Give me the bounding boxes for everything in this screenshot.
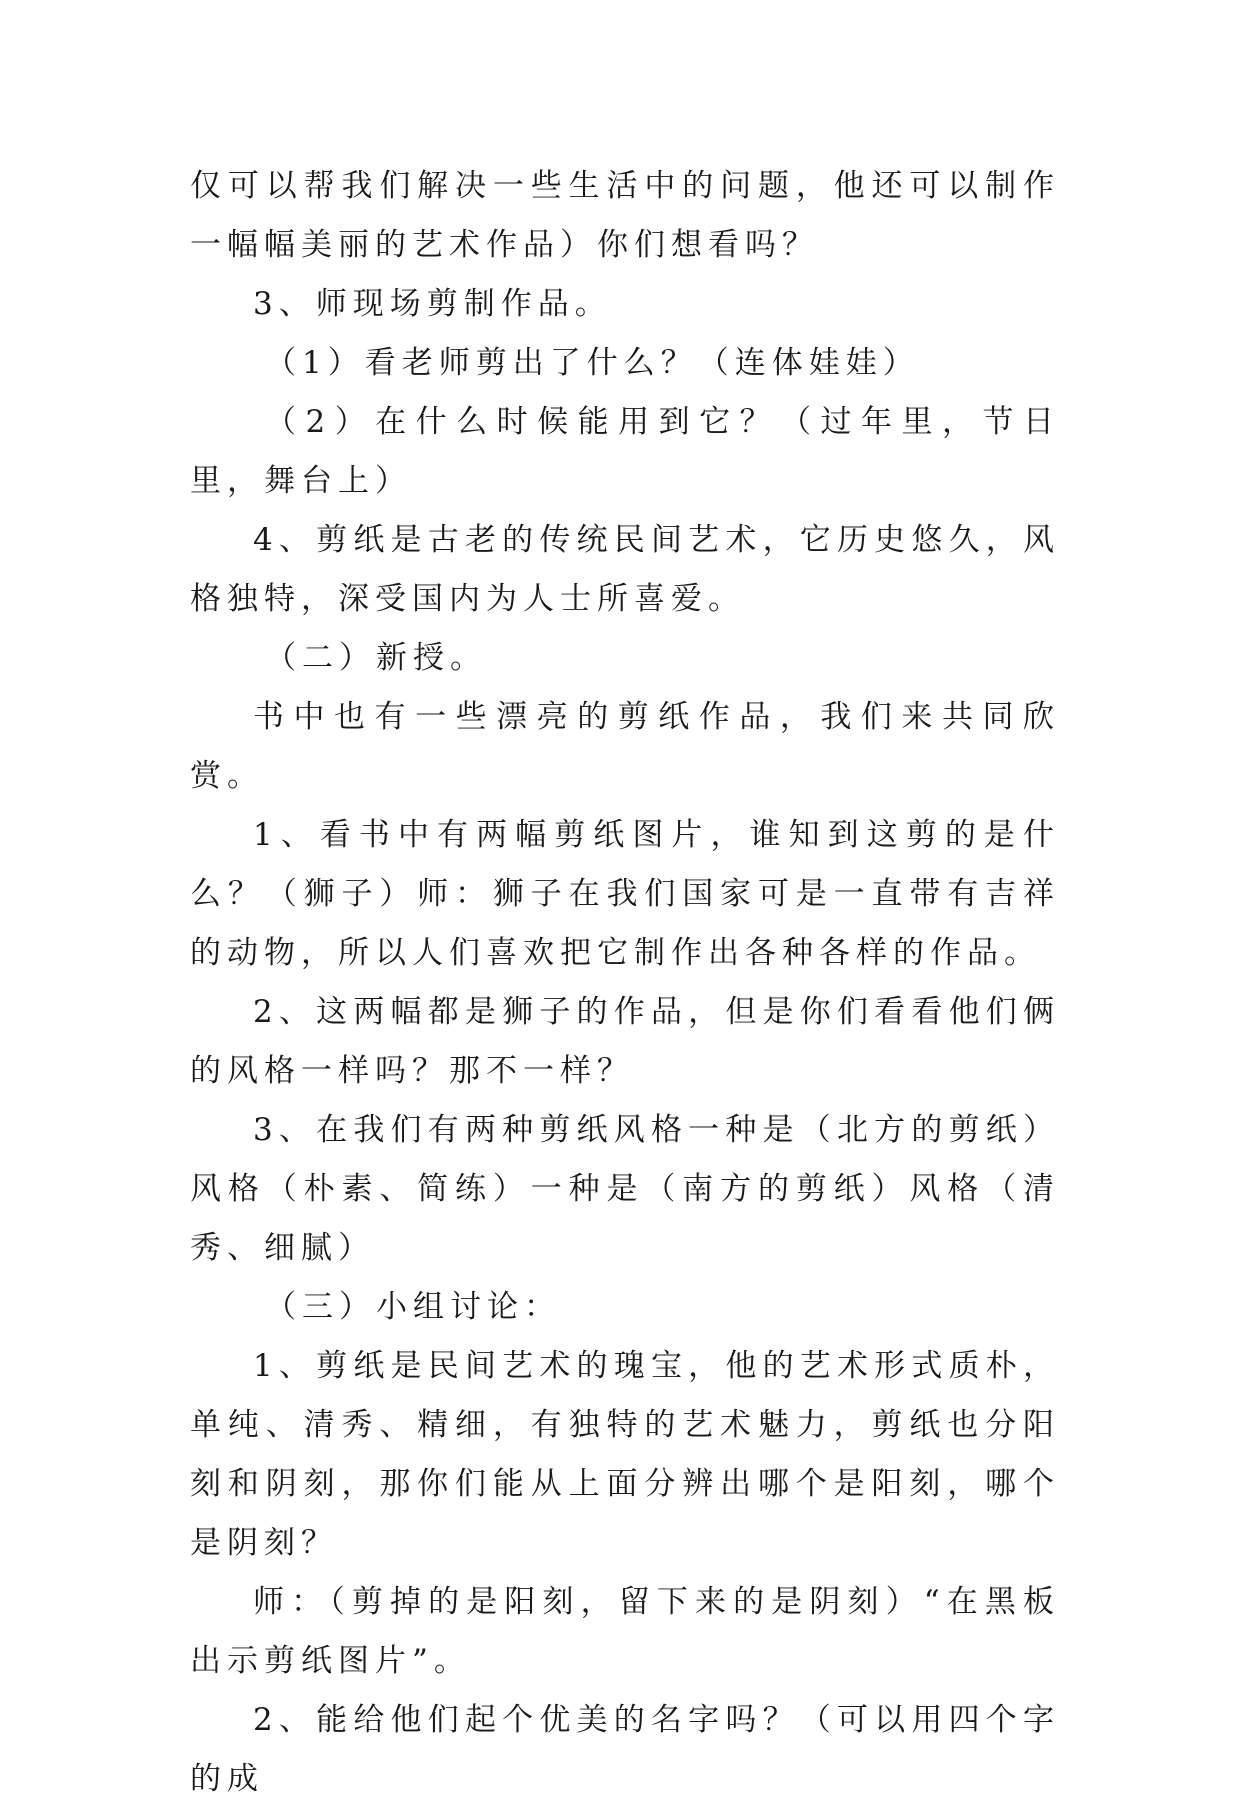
paragraph: 仅可以帮我们解决一些生活中的问题，他还可以制作一幅幅美丽的艺术作品）你们想看吗？: [190, 168, 1060, 263]
paragraph: 1、剪纸是民间艺术的瑰宝，他的艺术形式质朴，单纯、清秀、精细，有独特的艺术魅力，剪纸也分阳刻和阴刻，那你们能从上面分辨出哪个是阳刻，哪个是阴刻？: [190, 1348, 1060, 1561]
section-heading: （二）新授。: [265, 640, 487, 676]
paragraph: 1、看书中有两幅剪纸图片，谁知到这剪的是什么？（狮子）师：狮子在我们国家可是一直带有吉祥的动物，所以人们喜欢把它制作出各种各样的作品。: [190, 817, 1060, 971]
paragraph: 书中也有一些漂亮的剪纸作品，我们来共同欣赏。: [190, 699, 1060, 794]
section-heading: （三）小组讨论：: [265, 1289, 561, 1325]
document-body: [190, 157, 1060, 1809]
paragraph: （2）在什么时候能用到它？（过年里，节日里，舞台上）: [190, 404, 1060, 499]
paragraph: （1）看老师剪出了什么？（连体娃娃）: [265, 345, 920, 381]
paragraph: 3、在我们有两种剪纸风格一种是（北方的剪纸）风格（朴素、简练）一种是（南方的剪纸）风格（清秀、细腻）: [190, 1112, 1060, 1266]
paragraph: 2、能给他们起个优美的名字吗？（可以用四个字的成: [190, 1702, 1060, 1797]
paragraph: 4、剪纸是古老的传统民间艺术，它历史悠久，风格独特，深受国内为人士所喜爱。: [190, 522, 1060, 617]
paragraph: 师：（剪掉的是阳刻，留下来的是阴刻）“在黑板出示剪纸图片”。: [190, 1584, 1060, 1679]
paragraph: 2、这两幅都是狮子的作品，但是你们看看他们俩的风格一样吗？那不一样？: [190, 994, 1060, 1089]
paragraph: 3、师现场剪制作品。: [253, 286, 612, 322]
